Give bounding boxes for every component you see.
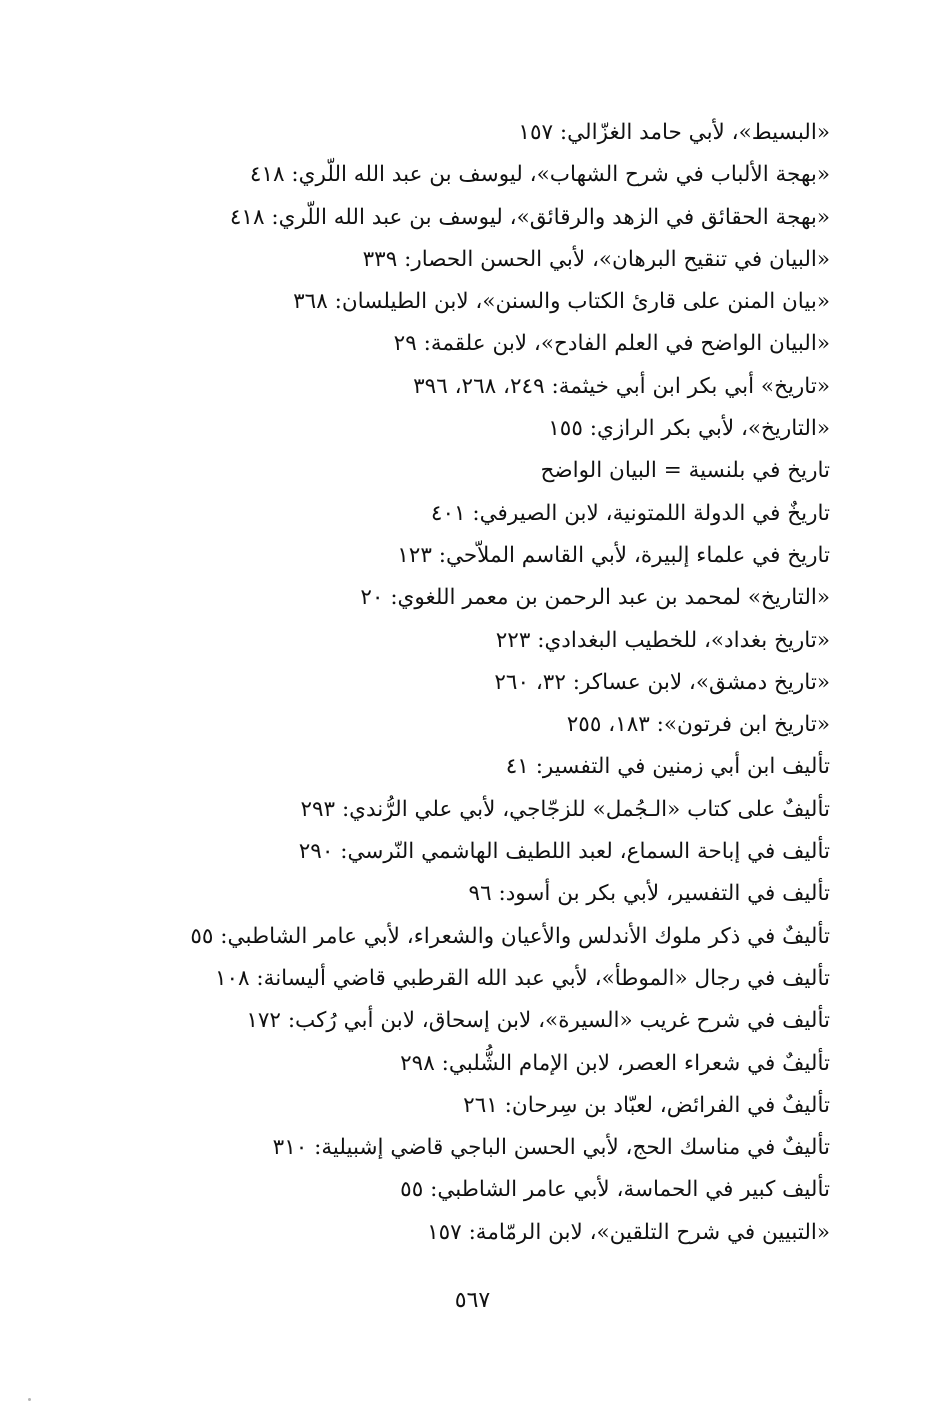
index-entry: تاريخ في بلنسية = البيان الواضح (540, 458, 830, 484)
index-entry: تأليف في إباحة السماع، لعبد اللطيف الهاشمي النّرسي: ٢٩٠ (298, 839, 830, 865)
index-entries (110, 112, 830, 1254)
index-entry: «التبيين في شرح التلقين»، لابن الرمّامة: ١٥٧ (427, 1219, 830, 1245)
index-entry: «التاريخ» لمحمد بن عبد الرحمن بن معمر اللغوي: ٢٠ (360, 585, 830, 611)
index-entry: «تاريخ ابن فرتون»: ١٨٣، ٢٥٥ (566, 712, 830, 738)
scan-speck (28, 1398, 31, 1401)
index-entry: تأليفٌ في الفرائض، لعبّاد بن سِرحان: ٢٦١ (463, 1092, 830, 1118)
index-entry: «تاريخ بغداد»، للخطيب البغدادي: ٢٢٣ (495, 627, 830, 653)
index-entry: تأليفٌ على كتاب «الـجُمل» للزجّاجي، لأبي علي الرُّندي: ٢٩٣ (300, 796, 830, 822)
index-entry: تأليف في شرح غريب «السيرة»، لابن إسحاق، لابن أبي رُكب: ١٧٢ (246, 1008, 830, 1034)
index-entry: «تاريخ» أبي بكر ابن أبي خيثمة: ٢٤٩، ٢٦٨، ٣٩٦ (413, 373, 830, 399)
index-entry: تأليف كبير في الحماسة، لأبي عامر الشاطبي: ٥٥ (400, 1177, 830, 1203)
index-entry: «بيان المنن على قارئ الكتاب والسنن»، لابن الطيلسان: ٣٦٨ (293, 289, 830, 315)
index-entry: «تاريخ دمشق»، لابن عساكر: ٣٢، ٢٦٠ (494, 669, 830, 695)
index-entry: تأليف في التفسير، لأبي بكر بن أسود: ٩٦ (468, 881, 830, 907)
index-entry: تأليفٌ في مناسك الحج، لأبي الحسن الباجي قاضي إشبيلية: ٣١٠ (272, 1135, 830, 1161)
index-entry: «البسيط»، لأبي حامد الغزّالي: ١٥٧ (518, 120, 830, 145)
index-entry: تاريخٌ في الدولة اللمتونية، لابن الصيرفي: ٤٠١ (430, 500, 830, 526)
index-entry: تأليفٌ في شعراء العصر، لابن الإمام الشُّلبي: ٢٩٨ (400, 1050, 830, 1076)
index-entry: «التاريخ»، لأبي بكر الرازي: ١٥٥ (548, 416, 830, 442)
index-entry: تأليف ابن أبي زمنين في التفسير: ٤١ (505, 754, 830, 780)
index-entry: تاريخ في علماء إلبيرة، لأبي القاسم الملاّحي: ١٢٣ (397, 542, 830, 568)
index-entry: «البيان الواضح في العلم الفادح»، لابن علقمة: ٢٩ (393, 331, 830, 357)
page-number: ٥٦٧ (454, 1288, 491, 1313)
index-entry: تأليف في رجال «الموطأ»، لأبي عبد الله القرطبي قاضي أليسانة: ١٠٨ (214, 965, 830, 991)
index-entry: «البيان في تنقيح البرهان»، لأبي الحسن الحصار: ٣٣٩ (362, 246, 830, 272)
index-entry: تأليفٌ في ذكر ملوك الأندلس والأعيان والشعراء، لأبي عامر الشاطبي: ٥٥ (190, 923, 830, 949)
index-entry: «بهجة الألباب في شرح الشهاب»، ليوسف بن عبد الله اللّري: ٤١٨ (249, 162, 830, 188)
index-entry: «بهجة الحقائق في الزهد والرقائق»، ليوسف بن عبد الله اللّري: ٤١٨ (229, 204, 830, 230)
